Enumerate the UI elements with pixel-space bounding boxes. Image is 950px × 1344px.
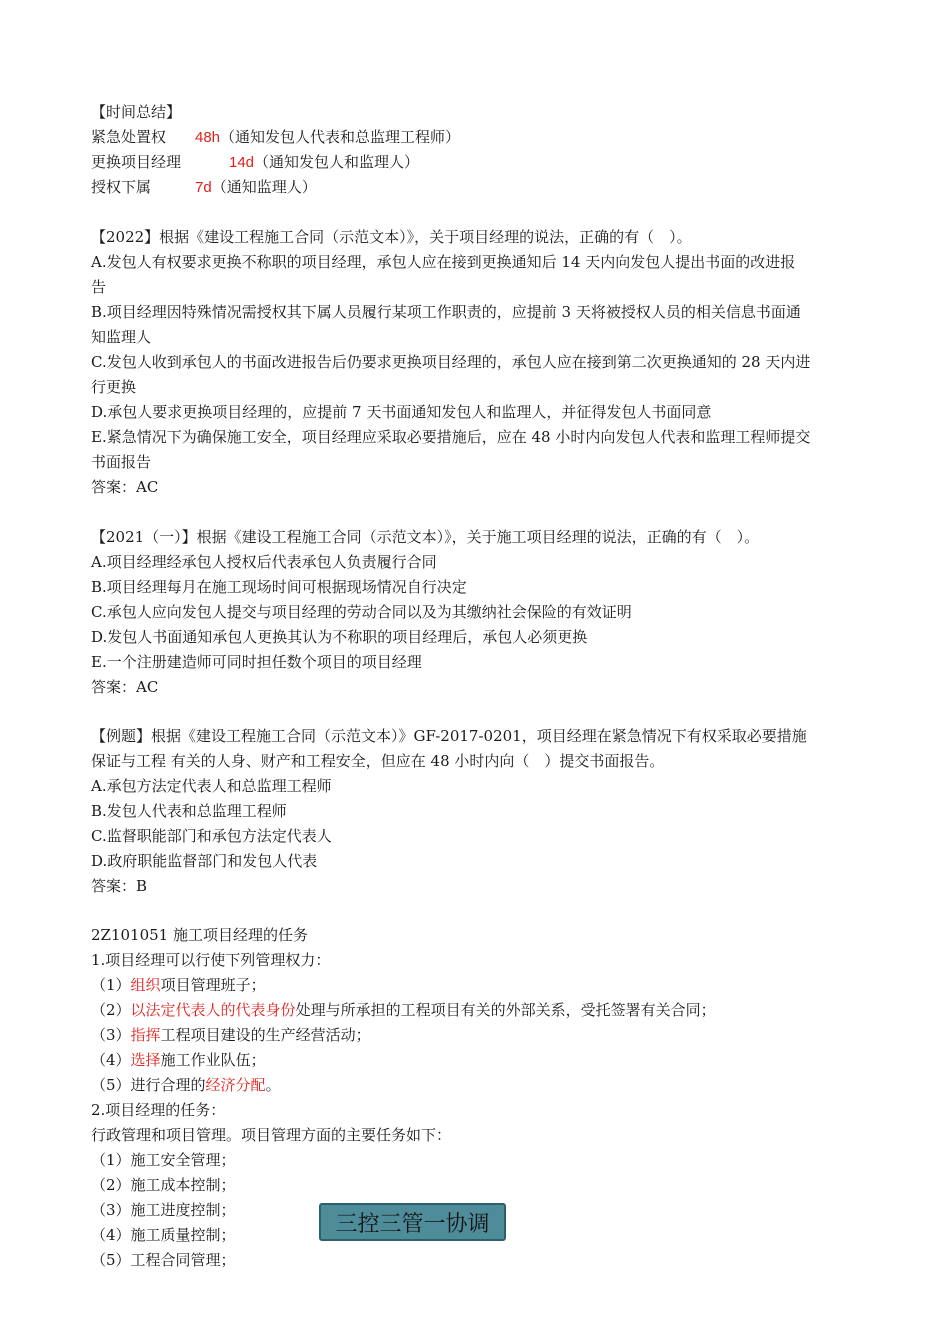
row-value: 7d — [195, 179, 212, 196]
task-item: （2）施工成本控制； — [91, 1176, 236, 1194]
power-item — [91, 1048, 891, 1073]
task-intro: 行政管理和项目管理。项目管理方面的主要任务如下： — [91, 1126, 452, 1144]
answer: 答案：AC — [91, 678, 159, 696]
power-item — [91, 973, 891, 998]
question-stem: 【例题】根据《建设工程施工合同（示范文本）》GF-2017-0201，项目经理在紧急情况下有权采取必要措施 — [91, 727, 807, 745]
item-highlight: 以法定代表人的代表身份 — [130, 1001, 296, 1019]
item-prefix: （3） — [91, 1026, 131, 1044]
row-label: 更换项目经理 — [91, 153, 182, 171]
option-c: C.监督职能部门和承包方法定代表人 — [91, 827, 332, 845]
row-label: 紧急处置权 — [91, 128, 167, 146]
task-item: （5）工程合同管理； — [91, 1251, 236, 1269]
item-highlight: 指挥 — [130, 1026, 161, 1044]
option-e: E.紧急情况下为确保施工安全，项目经理应采取必要措施后，应在 48 小时内向发包人代表和监理工程师提交 — [91, 428, 811, 446]
time-summary-heading: 【时间总结】 — [91, 103, 182, 121]
option-b: B.发包人代表和总监理工程师 — [91, 802, 287, 820]
time-summary-row — [91, 175, 891, 200]
option-d: D.发包人书面通知承包人更换其认为不称职的项目经理后，承包人必须更换 — [91, 628, 588, 646]
power-item — [91, 1073, 891, 1098]
item-rest: 处理与所承担的工程项目有关的外部关系，受托签署有关合同； — [295, 1001, 716, 1019]
item-prefix: （4） — [91, 1051, 131, 1069]
option-d: D.承包人要求更换项目经理的，应提前 7 天书面通知发包人和监理人，并征得发包人书面同意 — [91, 403, 712, 421]
item-rest: 项目管理班子； — [160, 976, 266, 994]
section-title: 2Z101051 施工项目经理的任务 — [91, 926, 308, 944]
power-heading: 1.项目经理可以行使下列管理权力： — [91, 951, 331, 969]
row-note: （通知发包人代表和总监理工程师） — [220, 128, 461, 146]
option-c: C.发包人收到承包人的书面改进报告后仍要求更换项目经理的，承包人应在接到第二次更换通知的 28 天内进 — [91, 353, 811, 371]
option-d: D.政府职能监督部门和发包人代表 — [91, 852, 318, 870]
power-item — [91, 1023, 891, 1048]
task-item: （1）施工安全管理； — [91, 1151, 236, 1169]
option-a: A.发包人有权要求更换不称职的项目经理，承包人应在接到更换通知后 14 天内向发包人提出书面的改进报 — [91, 253, 796, 271]
option-a: A.项目经理经承包人授权后代表承包人负责履行合同 — [91, 553, 437, 571]
option-e-cont: 书面报告 — [91, 453, 152, 471]
task-item: （4）施工质量控制； — [91, 1226, 236, 1244]
power-item — [91, 998, 891, 1023]
item-highlight: 经济分配 — [205, 1076, 266, 1094]
row-value: 48h — [195, 129, 221, 146]
time-summary-row — [91, 125, 891, 150]
option-c-cont: 行更换 — [91, 378, 137, 396]
option-b-cont: 知监理人 — [91, 328, 152, 346]
row-value: 14d — [229, 154, 255, 171]
option-a-cont: 告 — [91, 278, 107, 296]
time-summary-row — [91, 150, 891, 175]
item-highlight: 选择 — [130, 1051, 161, 1069]
question-stem-cont: 保证与工程 有关的人身、财产和工程安全，但应在 48 小时内向（ ）提交书面报告。 — [91, 752, 665, 770]
item-rest: 施工作业队伍； — [160, 1051, 266, 1069]
question-stem: 【2022】根据《建设工程施工合同（示范文本）》，关于项目经理的说法，正确的有（ ）。 — [91, 228, 692, 246]
row-note: （通知监理人） — [211, 178, 317, 196]
summary-badge: 三控三管一协调 — [319, 1203, 506, 1241]
item-highlight: 组织 — [130, 976, 161, 994]
task-heading: 2.项目经理的任务： — [91, 1101, 226, 1119]
option-c: C.承包人应向发包人提交与项目经理的劳动合同以及为其缴纳社会保险的有效证明 — [91, 603, 632, 621]
option-a: A.承包方法定代表人和总监理工程师 — [91, 777, 332, 795]
task-item: （3）施工进度控制； — [91, 1201, 236, 1219]
item-rest: 。 — [265, 1076, 281, 1094]
question-stem: 【2021（一）】根据《建设工程施工合同（示范文本）》，关于施工项目经理的说法，正确的有（ ）。 — [91, 528, 760, 546]
item-rest: 工程项目建设的生产经营活动； — [160, 1026, 371, 1044]
option-b: B.项目经理因特殊情况需授权其下属人员履行某项工作职责的，应提前 3 天将被授权人员的相关信息书面通 — [91, 303, 801, 321]
answer: 答案：AC — [91, 478, 159, 496]
item-prefix: （5）进行合理的 — [91, 1076, 206, 1094]
row-note: （通知发包人和监理人） — [254, 153, 420, 171]
row-label: 授权下属 — [91, 178, 152, 196]
option-e: E.一个注册建造师可同时担任数个项目的项目经理 — [91, 653, 422, 671]
answer: 答案：B — [91, 877, 148, 895]
item-prefix: （1） — [91, 976, 131, 994]
option-b: B.项目经理每月在施工现场时间可根据现场情况自行决定 — [91, 578, 467, 596]
item-prefix: （2） — [91, 1001, 131, 1019]
